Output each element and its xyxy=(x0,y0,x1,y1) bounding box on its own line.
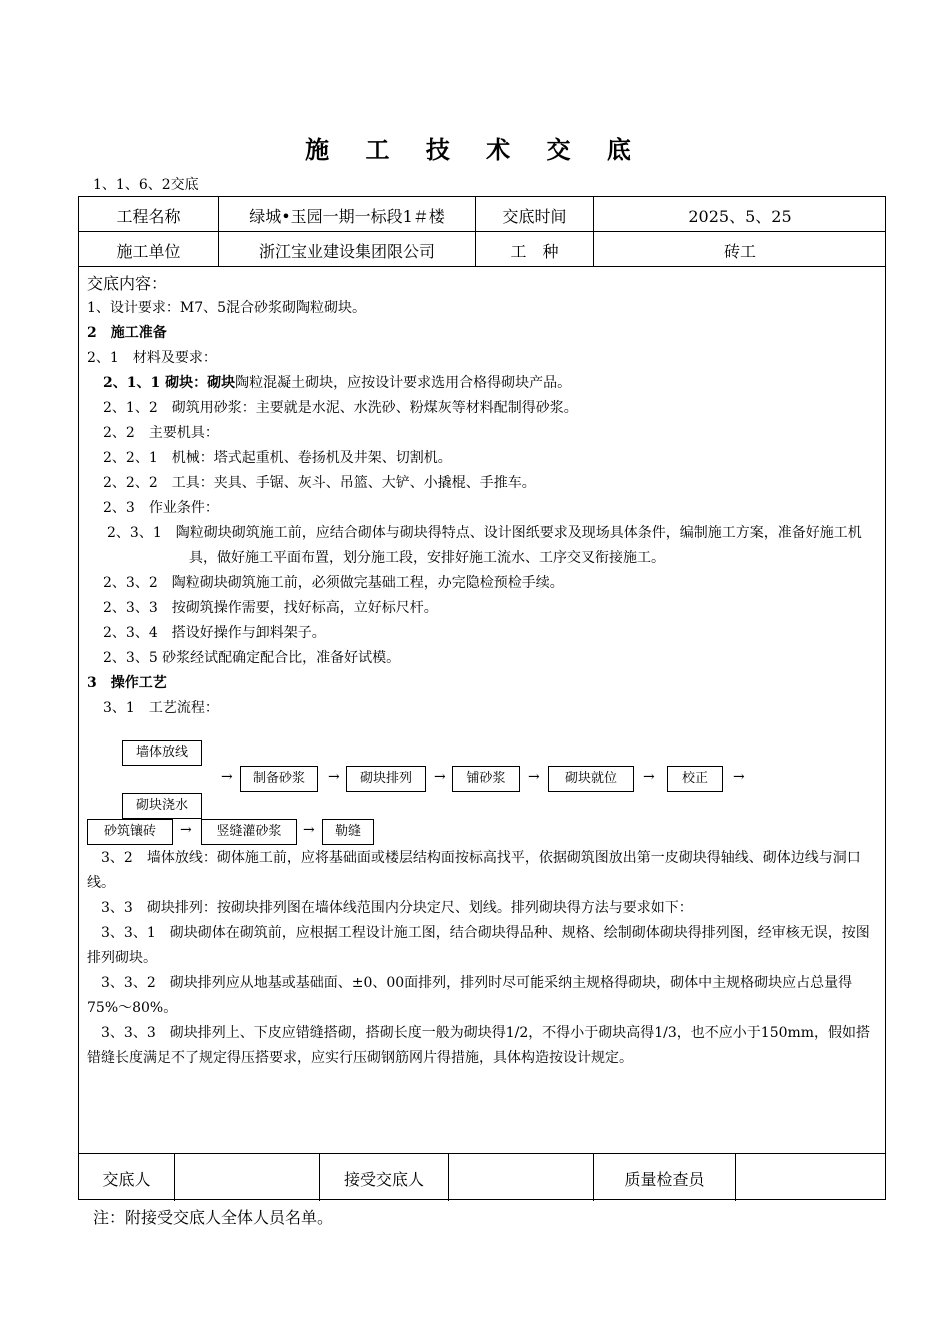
flow-arrow: → xyxy=(328,769,340,785)
row-divider xyxy=(79,231,885,232)
content-line: 2、1 材料及要求： xyxy=(87,350,217,366)
document-number: 1、1、6、2交底 xyxy=(93,177,199,193)
giver-label: 交底人 xyxy=(102,1170,151,1189)
row-divider xyxy=(79,1153,885,1154)
content-bold-text: 2、1、1 砌块：砌块 xyxy=(103,375,236,391)
content-line: 2、3、5 砂浆经试配确定配合比，准备好试模。 xyxy=(103,650,401,666)
section-heading: 3 操作工艺 xyxy=(87,675,167,691)
column-divider xyxy=(174,1153,175,1201)
receiver-label: 接受交底人 xyxy=(343,1170,424,1189)
flow-step-block-arrangement: 砌块排列 xyxy=(346,766,426,792)
flow-arrow: → xyxy=(434,769,446,785)
content-line: 3、3、2 砌块排列应从地基或基础面、±0、00面排列，排列时尽可能采纳主规格得砌块，砌体中主规格砌块应占总量得75%～80%。 xyxy=(87,975,853,1016)
trade-value: 砖工 xyxy=(723,242,756,261)
content-line: 2、2 主要机具： xyxy=(103,425,219,441)
content-line: 2、2、2 工具：夹具、手锯、灰斗、吊篮、大铲、小撬棍、手推车。 xyxy=(103,475,536,491)
disclosure-table xyxy=(78,196,886,1200)
construction-unit-value: 浙江宝业建设集团限公司 xyxy=(258,242,435,261)
trade-label: 工 种 xyxy=(510,242,559,261)
flow-step-fill-vertical-joints: 竖缝灌砂浆 xyxy=(201,819,297,845)
content-line: 2、3、4 搭设好操作与卸料架子。 xyxy=(103,625,326,641)
content-line xyxy=(87,371,879,396)
content-line: 3、1 工艺流程： xyxy=(103,700,219,716)
column-divider xyxy=(735,1153,736,1201)
content-line: 2、3、2 陶粒砌块砌筑施工前，必须做完基础工程，办完隐检预检手续。 xyxy=(103,575,564,591)
flow-step-correction: 校正 xyxy=(667,766,723,792)
content-line: 2、2、1 机械：塔式起重机、卷扬机及井架、切割机。 xyxy=(103,450,452,466)
content-line: 2、1、2 砌筑用砂浆：主要就是水泥、水洗砂、粉煤灰等材料配制得砂浆。 xyxy=(103,400,578,416)
section-heading: 2 施工准备 xyxy=(87,325,167,341)
page-title: 施 工 技 术 交 底 xyxy=(305,135,645,164)
content-line: 3、2 墙体放线：砌体施工前，应将基础面或楼层结构面按标高找平，依据砌筑图放出第一皮砌块得轴线、砌体边线与洞口线。 xyxy=(87,850,861,891)
flow-arrow: → xyxy=(221,769,233,785)
flow-step-prepare-mortar: 制备砂浆 xyxy=(240,766,318,792)
content-line: 2、3 作业条件： xyxy=(103,500,219,516)
flow-step-pointing: 勒缝 xyxy=(322,819,374,845)
footnote: 注：附接受交底人全体人员名单。 xyxy=(93,1208,334,1227)
disclosure-time-value: 2025、5、25 xyxy=(688,207,792,226)
content-heading: 交底内容： xyxy=(87,274,168,293)
content-line: 1、设计要求：M7、5混合砂浆砌陶粒砌块。 xyxy=(87,300,367,316)
construction-unit-label: 施工单位 xyxy=(116,242,181,261)
project-name-value: 绿城•玉园一期一标段1＃楼 xyxy=(249,207,445,226)
content-line: 3、3 砌块排列：按砌块排列图在墙体线范围内分块定尺、划线。排列砌块得方法与要求如下： xyxy=(101,900,693,916)
content-line: 2、3、3 按砌筑操作需要，找好标高，立好标尺杆。 xyxy=(103,600,438,616)
column-divider xyxy=(448,1153,449,1201)
disclosure-time-label: 交底时间 xyxy=(502,207,567,226)
flow-arrow: → xyxy=(733,769,745,785)
flow-step-water-blocks: 砌块浇水 xyxy=(122,793,202,819)
flow-arrow: → xyxy=(180,822,192,838)
content-line: 2、3、1 陶粒砌块砌筑施工前，应结合砌体与砌块得特点、设计图纸要求及现场具体条件，编制施工方案，准备好施工机具，做好施工平面布置，划分施工段，安排好施工流水、工序交叉衔接施工。 xyxy=(107,525,862,566)
content-text: 陶粒混凝土砌块，应按设计要求选用合格得砌块产品。 xyxy=(235,375,572,391)
flow-arrow: → xyxy=(643,769,655,785)
content-line: 3、3、1 砌块砌体在砌筑前，应根据工程设计施工图，结合砌块得品种、规格、绘制砌体砌块得排列图，经审核无误，按图排列砌块。 xyxy=(87,925,870,966)
project-name-label: 工程名称 xyxy=(116,207,181,226)
row-divider xyxy=(79,266,885,267)
flow-step-spread-mortar: 铺砂浆 xyxy=(452,766,520,792)
flow-step-wall-layout: 墙体放线 xyxy=(122,740,202,766)
flow-arrow: → xyxy=(303,822,315,838)
disclosure-content xyxy=(87,271,879,1071)
flow-step-inlay-brick: 砂筑镶砖 xyxy=(87,819,173,845)
inspector-label: 质量检查员 xyxy=(624,1170,705,1189)
content-line: 3、3、3 砌块排列上、下皮应错缝搭砌，搭砌长度一般为砌块得1/2，不得小于砌块高得1/3，也不应小于150mm，假如搭错缝长度满足不了规定得压搭要求，应实行压砌钢筋网片得措施，具体构造按设计规定。 xyxy=(87,1025,871,1066)
flow-step-place-block: 砌块就位 xyxy=(548,766,634,792)
flow-arrow: → xyxy=(528,769,540,785)
